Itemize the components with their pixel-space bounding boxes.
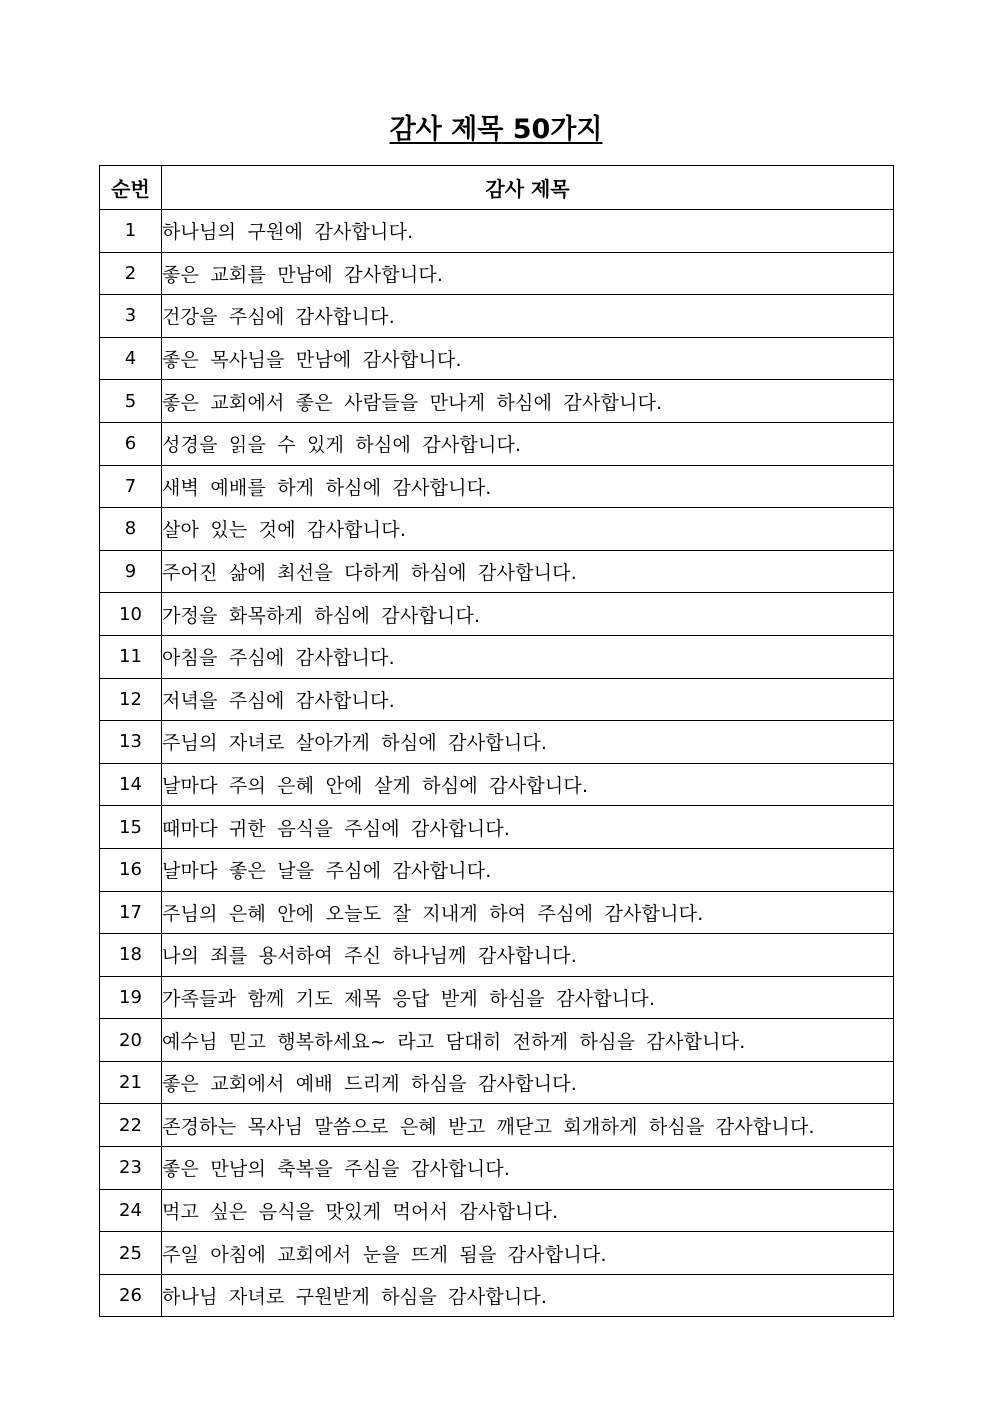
table-row [100, 763, 894, 806]
row-number: 6 [100, 422, 162, 465]
thanks-table [99, 165, 894, 1317]
row-thanks-text: 아침을 주심에 감사합니다. [162, 635, 894, 678]
row-thanks-text: 주님의 자녀로 살아가게 하심에 감사합니다. [162, 721, 894, 764]
table-row [100, 678, 894, 721]
row-thanks-text: 가족들과 함께 기도 제목 응답 받게 하심을 감사합니다. [162, 976, 894, 1019]
table-row [100, 891, 894, 934]
row-number: 12 [100, 678, 162, 721]
row-number: 9 [100, 550, 162, 593]
row-thanks-text: 하나님의 구원에 감사합니다. [162, 210, 894, 253]
page-title-text: 감사 제목 50가지 [389, 114, 603, 145]
row-thanks-text: 때마다 귀한 음식을 주심에 감사합니다. [162, 806, 894, 849]
row-thanks-text: 날마다 좋은 날을 주심에 감사합니다. [162, 848, 894, 891]
row-number: 10 [100, 593, 162, 636]
table-row [100, 721, 894, 764]
row-thanks-text: 가정을 화목하게 하심에 감사합니다. [162, 593, 894, 636]
header-number: 순번 [100, 166, 162, 210]
row-number: 24 [100, 1189, 162, 1232]
row-number: 18 [100, 934, 162, 977]
table-row [100, 976, 894, 1019]
page-title [0, 112, 992, 148]
table-row [100, 295, 894, 338]
row-number: 2 [100, 252, 162, 295]
row-number: 17 [100, 891, 162, 934]
row-number: 19 [100, 976, 162, 1019]
table-row [100, 550, 894, 593]
row-thanks-text: 건강을 주심에 감사합니다. [162, 295, 894, 338]
row-thanks-text: 먹고 싶은 음식을 맛있게 먹어서 감사합니다. [162, 1189, 894, 1232]
row-number: 20 [100, 1019, 162, 1062]
table-row [100, 848, 894, 891]
table-row [100, 1104, 894, 1147]
row-thanks-text: 주님의 은혜 안에 오늘도 잘 지내게 하여 주심에 감사합니다. [162, 891, 894, 934]
row-number: 7 [100, 465, 162, 508]
row-number: 8 [100, 508, 162, 551]
table-row [100, 422, 894, 465]
table-row [100, 210, 894, 253]
row-thanks-text: 하나님 자녀로 구원받게 하심을 감사합니다. [162, 1274, 894, 1317]
row-number: 1 [100, 210, 162, 253]
table-header-row [100, 166, 894, 210]
table-row [100, 635, 894, 678]
row-number: 16 [100, 848, 162, 891]
table-row [100, 806, 894, 849]
row-number: 11 [100, 635, 162, 678]
table-row [100, 380, 894, 423]
row-number: 26 [100, 1274, 162, 1317]
row-number: 14 [100, 763, 162, 806]
row-number: 3 [100, 295, 162, 338]
table-row [100, 1189, 894, 1232]
table-row [100, 1019, 894, 1062]
row-number: 15 [100, 806, 162, 849]
table-row [100, 252, 894, 295]
row-thanks-text: 저녁을 주심에 감사합니다. [162, 678, 894, 721]
row-number: 5 [100, 380, 162, 423]
table-row [100, 1232, 894, 1275]
table-row [100, 337, 894, 380]
table-row [100, 508, 894, 551]
table-row [100, 934, 894, 977]
row-thanks-text: 좋은 교회에서 좋은 사람들을 만나게 하심에 감사합니다. [162, 380, 894, 423]
row-number: 22 [100, 1104, 162, 1147]
row-thanks-text: 주어진 삶에 최선을 다하게 하심에 감사합니다. [162, 550, 894, 593]
table-row [100, 1147, 894, 1190]
table-row [100, 1274, 894, 1317]
row-thanks-text: 좋은 교회에서 예배 드리게 하심을 감사합니다. [162, 1061, 894, 1104]
row-thanks-text: 날마다 주의 은혜 안에 살게 하심에 감사합니다. [162, 763, 894, 806]
row-thanks-text: 성경을 읽을 수 있게 하심에 감사합니다. [162, 422, 894, 465]
row-thanks-text: 새벽 예배를 하게 하심에 감사합니다. [162, 465, 894, 508]
row-thanks-text: 좋은 목사님을 만남에 감사합니다. [162, 337, 894, 380]
row-thanks-text: 살아 있는 것에 감사합니다. [162, 508, 894, 551]
row-number: 13 [100, 721, 162, 764]
row-number: 4 [100, 337, 162, 380]
row-number: 21 [100, 1061, 162, 1104]
row-number: 25 [100, 1232, 162, 1275]
row-thanks-text: 예수님 믿고 행복하세요~ 라고 담대히 전하게 하심을 감사합니다. [162, 1019, 894, 1062]
row-thanks-text: 좋은 교회를 만남에 감사합니다. [162, 252, 894, 295]
row-thanks-text: 주일 아침에 교회에서 눈을 뜨게 됨을 감사합니다. [162, 1232, 894, 1275]
table-row [100, 1061, 894, 1104]
table-row [100, 593, 894, 636]
row-thanks-text: 존경하는 목사님 말씀으로 은혜 받고 깨닫고 회개하게 하심을 감사합니다. [162, 1104, 894, 1147]
row-thanks-text: 나의 죄를 용서하여 주신 하나님께 감사합니다. [162, 934, 894, 977]
table-row [100, 465, 894, 508]
row-number: 23 [100, 1147, 162, 1190]
table-body [100, 210, 894, 1317]
row-thanks-text: 좋은 만남의 축복을 주심을 감사합니다. [162, 1147, 894, 1190]
header-thanks-title: 감사 제목 [162, 166, 894, 210]
